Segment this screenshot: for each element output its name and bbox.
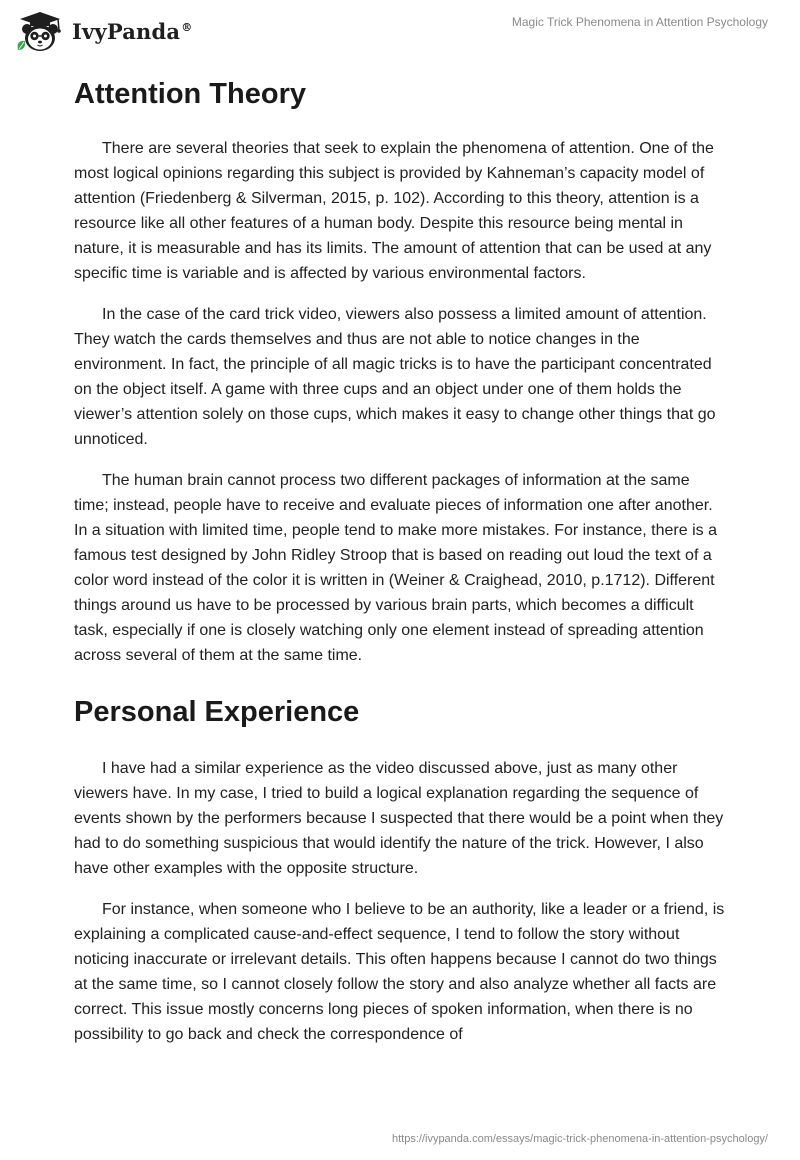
logo-wordmark	[72, 19, 192, 44]
essay-body	[74, 68, 726, 1063]
source-url-link[interactable]: https://ivypanda.com/essays/magic-trick-phenomena-in-attention-psychology/	[391, 1133, 768, 1145]
section-heading-personal-experience: Personal Experience	[74, 696, 360, 728]
logo-name: IvyPanda	[72, 18, 181, 44]
ivypanda-logo[interactable]	[14, 10, 192, 54]
paragraph: The human brain cannot process two different packages of information at the same time; instead, people have to receive and evaluate pieces of information one after another. In a situation with limited time, people tend to make more mistakes. For instance, there is a famous test designed by John Ridley Stroop that is based on reading out loud the text of a color word instead of the color it is written in (Weiner & Craighead, 2010, p.1712). Different things around us have to be processed by various brain parts, which becomes a difficult task, especially if one is closely watching only one element instead of spreading attention across several of them at the same time.	[74, 472, 717, 664]
section-heading-attention-theory: Attention Theory	[74, 78, 306, 110]
panda-graduate-icon	[14, 10, 66, 54]
paragraph: In the case of the card trick video, viewers also possess a limited amount of attention. They watch the cards themselves and thus are not able to notice changes in the environment. In fact, the principle of all magic tricks is to have the participant concentrated on the object itself. A game with three cups and an object under one of them holds the viewer’s attention solely on those cups, which makes it easy to change other things that go unnoticed.	[74, 306, 716, 448]
paragraph: I have had a similar experience as the video discussed above, just as many other viewers have. In my case, I tried to build a logical explanation regarding the sequence of events shown by the performers because I suspected that there would be a point when they had to do something suspicious that would identify the nature of the trick. However, I also have other examples with the opposite structure.	[74, 760, 724, 877]
paragraph: For instance, when someone who I believe to be an authority, like a leader or a friend, is explaining a complicated cause-and-effect sequence, I tend to follow the story without noticing inaccurate or irrelevant details. This often happens because I cannot do two things at the same time, so I cannot closely follow the story and also analyze whether all facts are correct. This issue mostly concerns long pieces of spoken information, when there is no possibility to go back and check the correspondence of	[74, 901, 725, 1043]
page-header	[0, 0, 800, 64]
registered-mark: ®	[181, 20, 193, 34]
paragraph: There are several theories that seek to explain the phenomena of attention. One of the most logical opinions regarding this subject is provided by Kahneman’s capacity model of attention (Friedenberg & Silverman, 2015, p. 102). According to this theory, attention is a resource like all other features of a human body. Despite this resource being mental in nature, it is measurable and has its limits. The amount of attention that can be used at any specific time is variable and is affected by various environmental factors.	[74, 140, 714, 282]
document-title: Magic Trick Phenomena in Attention Psychology	[511, 15, 768, 29]
